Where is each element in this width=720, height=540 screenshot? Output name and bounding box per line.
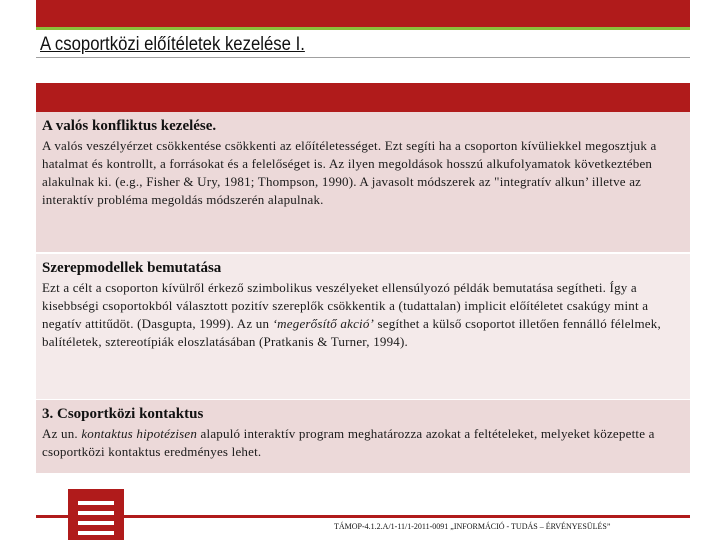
body-text: segíthet a külső csoportot illetően fennálló félelmek, balítéletek, sztereotípiák eloszlatásában (Pratkanis & Turner, 1994). [42,316,661,349]
content-header-bar [36,83,690,112]
section-title: 3. Csoportközi kontaktus [42,406,204,422]
footer-project-code: TÁMOP-4.1.2.A/1-11/1-2011-0091 „INFORMÁCIÓ - TUDÁS – ÉRVÉNYESÜLÉS” [334,522,611,531]
body-text: A valós veszélyérzet csökkentése csökkenti az előítéletességet. Ezt segíti ha a csoporton kívüliekkel megosztjuk a hatalmat és kontrollt, a forrásokat és a felelőséget is. Az ilyen megoldások hosszú alkufolyamatok következtében alakulnak ki. (e.g., Fisher & Ury, 1981; Thompson, 1990). A javasolt módszerek az "integratív alkun’ illetve az interaktív probléma megoldás módszerén alapulnak. [42,138,657,207]
body-text-italic: ‘megerősítő akció’ [272,316,375,331]
body-text: Az un. [42,426,82,441]
stacked-red-bars-logo-icon [68,489,124,540]
section-title: Szerepmodellek bemutatása [42,260,222,276]
slide-title: A csoportközi előítéletek kezelése I. [40,34,305,55]
section-role-models [36,254,690,399]
section-real-conflict [36,112,690,252]
section-title: A valós konfliktus kezelése. [42,118,217,134]
body-text: alapuló interaktív program meghatározza azokat a feltételeket, melyeket közepette a csoportközi kontaktus eredményes lehet. [42,426,655,459]
title-divider [36,57,690,58]
section-intergroup-contact [36,400,690,473]
section-body [42,279,682,351]
section-body [42,425,682,461]
section-body [42,137,682,209]
body-text-italic: kontaktus hipotézisen [81,426,198,441]
top-green-accent-line [36,27,690,30]
body-text: Ezt a célt a csoporton kívülről érkező szimbolikus veszélyeket ellensúlyozó példák bemutatása segítheti. Így a kisebbségi csoportokból választott pozitív szereplők csökkentik a (tudattalan) implicit előítéletet csakúgy mint a negatív attitűdöt. (Dasgupta, 1999). Az un [42,280,649,331]
top-color-band [36,0,690,28]
footer-divider [36,515,690,518]
